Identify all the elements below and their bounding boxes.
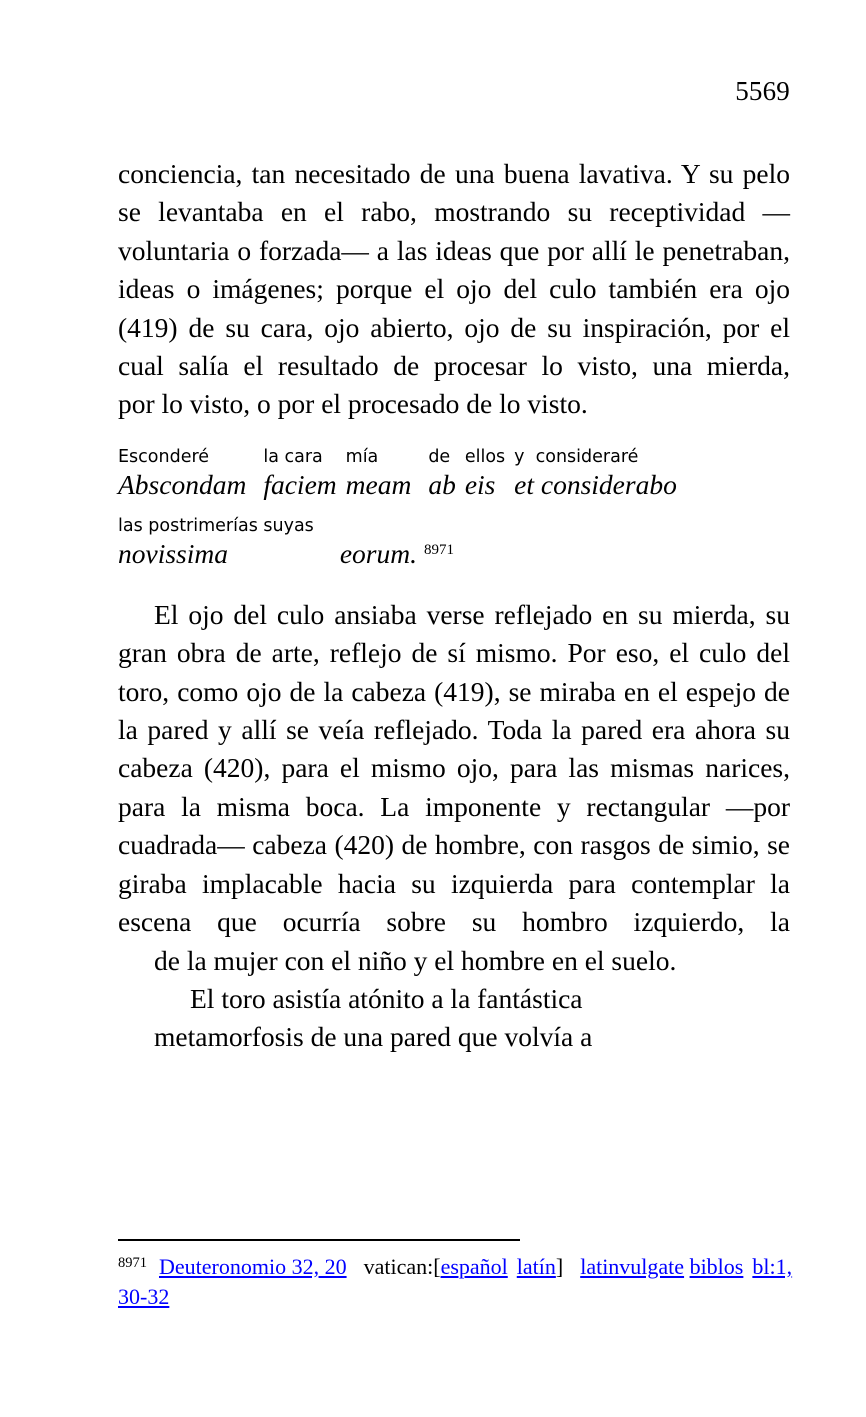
gloss-unit: [118, 515, 314, 570]
gloss-spanish: y consideraré: [514, 446, 639, 467]
footnote-link-espanol[interactable]: español: [440, 1254, 508, 1279]
footnote-number: 8971: [118, 1255, 147, 1271]
gloss-unit: [346, 446, 412, 501]
gloss-latin: et considerabo: [514, 468, 677, 500]
gloss-unit: [263, 446, 336, 501]
paragraph-2-last-line: de la mujer con el niño y el hombre en el suelo.: [154, 944, 677, 976]
gloss-unit: [428, 446, 456, 501]
footnote-source-label: vatican:[: [363, 1254, 441, 1279]
gloss-unit: [118, 446, 246, 501]
gloss-unit: [340, 537, 454, 570]
spacer: [118, 570, 790, 596]
paragraph-2: [118, 596, 790, 980]
page-number: 5569: [735, 76, 790, 106]
gloss-unit: [465, 446, 505, 501]
footnote-link-bl[interactable]: bl:1, 30-32: [118, 1254, 793, 1309]
gloss-spanish: de: [428, 446, 451, 467]
gloss-latin: meam: [345, 468, 412, 500]
paragraph-1-text: conciencia, tan necesitado de una buena lavativa. Y su pelo se levantaba en el rabo, mostrando su receptividad —voluntaria o forzada— a las ideas que por allí le penetraban, ideas o imágenes; porque el ojo del culo también era ojo (419) de su cara, ojo abierto, ojo de su inspiración, por el cual salía el resultado de procesar lo visto, una mierda,: [118, 158, 790, 382]
paragraph-1: [118, 155, 790, 424]
gloss-latin: novissima: [118, 537, 228, 569]
footnote-bracket-close: ]: [555, 1254, 564, 1279]
gloss-spanish: las postrimerías suyas: [118, 515, 314, 536]
footnote-separator-rule: [118, 1239, 520, 1241]
gloss-spanish: mía: [345, 446, 379, 467]
interlinear-line-2: [118, 515, 790, 570]
gloss-spanish: ellos: [464, 446, 506, 467]
paragraph-1-last-line: por lo visto, o por el procesado de lo visto.: [118, 388, 588, 420]
text-column: [118, 155, 790, 1057]
gloss-latin: Abscondam: [118, 468, 247, 500]
footnote-link-biblos[interactable]: biblos: [689, 1254, 744, 1279]
gloss-latin: ab: [428, 468, 456, 500]
footnote-reference-marker[interactable]: 8971: [423, 541, 454, 558]
spacer: [118, 424, 790, 446]
paragraph-2-text: El ojo del culo ansiaba verse reflejado en su mierda, su gran obra de arte, reflejo de sí mismo. Por eso, el culo del toro, como ojo de la cabeza (419), se miraba en el espejo de la pared y allí se veía reflejado. Toda la pared era ahora su cabeza (420), para el mismo ojo, para las mismas narices, para la misma boca. La imponente y rectangular —por cuadrada— cabeza (420) de hombre, con rasgos de simio, se giraba implacable hacia su izquierda para contemplar la escena que ocurría sobre su hombro izquierdo, la: [118, 598, 790, 938]
interlinear-quote: [118, 446, 790, 570]
gloss-latin: eis: [464, 468, 496, 500]
interlinear-line-1: [118, 446, 790, 501]
paragraph-3-text: El toro asistía atónito a la fantástica: [190, 982, 583, 1014]
gloss-latin: [340, 537, 454, 570]
paragraph-3-last-line: metamorfosis de una pared que volvía a: [154, 1021, 593, 1053]
paragraph-3: [118, 980, 790, 1057]
gloss-unit: [514, 446, 677, 501]
footnote-link-latin[interactable]: latín: [516, 1254, 556, 1279]
gloss-spanish: Esconderé: [118, 446, 210, 467]
gloss-spanish: la cara: [263, 446, 323, 467]
footnote: [118, 1252, 798, 1312]
footnote-link-deuteronomio[interactable]: Deuteronomio 32, 20: [159, 1254, 347, 1279]
gloss-latin: faciem: [263, 468, 337, 500]
footnote-link-latinvulgate[interactable]: latinvulgate: [580, 1254, 685, 1279]
gloss-latin-text: eorum.: [339, 537, 417, 569]
